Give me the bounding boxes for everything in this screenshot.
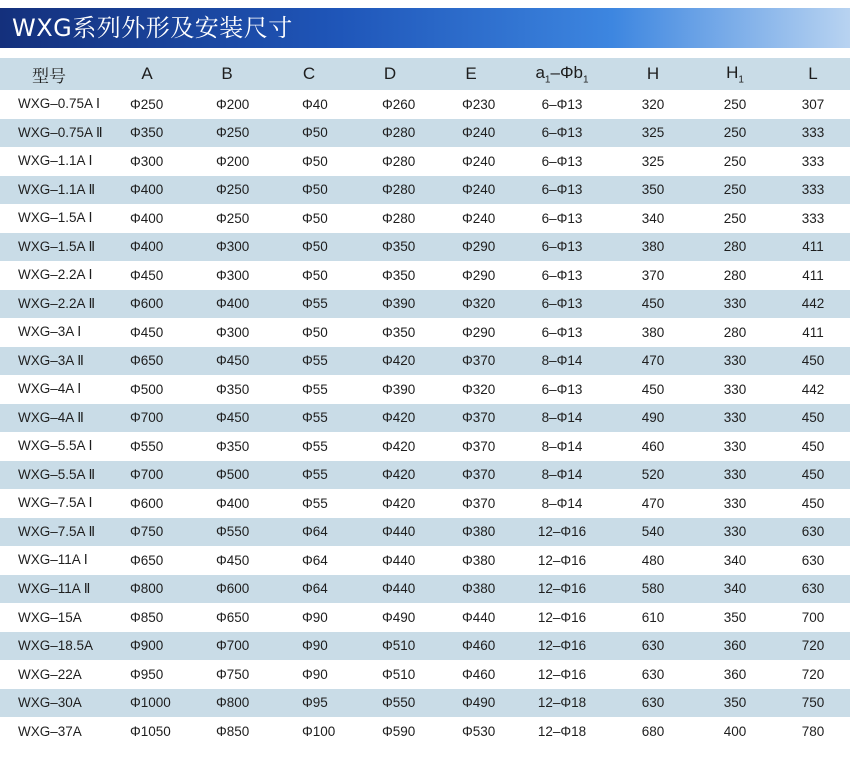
cell-e: Φ370: [462, 410, 496, 426]
cell-b: Φ600: [216, 581, 250, 597]
cell-h: 610: [641, 609, 665, 625]
cell-d: Φ550: [382, 695, 416, 711]
cell-ab: 12–Φ16: [537, 524, 587, 540]
cell-b: Φ450: [216, 410, 250, 426]
cell-a: Φ1000: [130, 695, 171, 711]
cell-b: Φ750: [216, 666, 250, 682]
cell-h1: 250: [723, 210, 747, 226]
table-row: [0, 119, 850, 148]
cell-d: Φ420: [382, 438, 416, 454]
cell-e: Φ290: [462, 324, 496, 340]
cell-l: 442: [801, 381, 825, 397]
cell-h: 450: [641, 381, 665, 397]
cell-c: Φ55: [302, 467, 328, 483]
cell-c: Φ55: [302, 353, 328, 369]
cell-ab: 12–Φ18: [537, 723, 587, 739]
cell-ab: 12–Φ16: [537, 552, 587, 568]
table-row: [0, 632, 850, 661]
cell-ab: 6–Φ13: [541, 381, 583, 397]
cell-c: Φ95: [302, 695, 328, 711]
cell-d: Φ350: [382, 267, 416, 283]
cell-e: Φ370: [462, 495, 496, 511]
cell-ab: 12–Φ16: [537, 609, 587, 625]
cell-b: Φ200: [216, 153, 250, 169]
cell-h: 325: [641, 153, 665, 169]
cell-a: Φ900: [130, 638, 164, 654]
cell-a: Φ700: [130, 410, 164, 426]
cell-h: 470: [641, 353, 665, 369]
cell-d: Φ280: [382, 153, 416, 169]
cell-b: Φ350: [216, 438, 250, 454]
cell-b: Φ350: [216, 381, 250, 397]
cell-b: Φ450: [216, 552, 250, 568]
cell-d: Φ260: [382, 96, 416, 112]
cell-model: WXG–3A Ⅰ: [18, 324, 82, 340]
cell-h: 630: [641, 638, 665, 654]
table-row: [0, 90, 850, 119]
cell-b: Φ300: [216, 239, 250, 255]
cell-e: Φ370: [462, 353, 496, 369]
header-c: C: [302, 64, 316, 83]
cell-l: 307: [801, 96, 825, 112]
cell-d: Φ440: [382, 552, 416, 568]
cell-h: 470: [641, 495, 665, 511]
cell-model: WXG–11A Ⅰ: [18, 552, 88, 568]
cell-c: Φ50: [302, 210, 328, 226]
header-a: A: [141, 64, 153, 83]
cell-l: 333: [801, 125, 825, 141]
cell-e: Φ460: [462, 638, 496, 654]
header-b1-sub: 1: [582, 74, 589, 86]
table-row: [0, 176, 850, 205]
cell-model: WXG–2.2A Ⅰ: [18, 267, 93, 283]
cell-c: Φ55: [302, 495, 328, 511]
cell-a: Φ850: [130, 609, 164, 625]
cell-l: 450: [801, 410, 825, 426]
table-row: [0, 347, 850, 376]
table-row: [0, 204, 850, 233]
header-h: H: [646, 64, 660, 83]
cell-ab: 6–Φ13: [541, 96, 583, 112]
cell-l: 411: [802, 239, 824, 255]
cell-b: Φ450: [216, 353, 250, 369]
cell-h1: 250: [723, 125, 747, 141]
cell-e: Φ290: [462, 267, 496, 283]
cell-model: WXG–1.1A Ⅱ: [18, 181, 96, 197]
cell-d: Φ590: [382, 723, 416, 739]
cell-a: Φ600: [130, 495, 164, 511]
cell-e: Φ240: [462, 125, 496, 141]
cell-model: WXG–5.5A Ⅱ: [18, 466, 96, 482]
cell-ab: 12–Φ18: [537, 695, 587, 711]
header-b-main: –Φb: [550, 62, 583, 82]
cell-h1: 350: [723, 609, 747, 625]
cell-h: 460: [641, 438, 665, 454]
cell-h1: 330: [723, 296, 747, 312]
cell-h: 370: [641, 267, 665, 283]
cell-model: WXG–4A Ⅰ: [18, 381, 82, 397]
cell-c: Φ50: [302, 182, 328, 198]
cell-a: Φ300: [130, 153, 164, 169]
cell-b: Φ250: [216, 125, 250, 141]
cell-a: Φ950: [130, 666, 164, 682]
cell-e: Φ240: [462, 210, 496, 226]
cell-a: Φ450: [130, 267, 164, 283]
cell-l: 333: [801, 182, 825, 198]
header-a1-b1: [512, 58, 612, 90]
cell-l: 442: [801, 296, 825, 312]
table-row: [0, 518, 850, 547]
cell-ab: 8–Φ14: [541, 495, 583, 511]
cell-c: Φ55: [302, 410, 328, 426]
cell-d: Φ280: [382, 210, 416, 226]
cell-b: Φ550: [216, 524, 250, 540]
cell-d: Φ510: [382, 666, 416, 682]
cell-e: Φ240: [462, 153, 496, 169]
cell-h1: 330: [723, 353, 747, 369]
cell-h1: 350: [723, 695, 747, 711]
table-row: [0, 660, 850, 689]
cell-c: Φ50: [302, 125, 328, 141]
cell-b: Φ200: [216, 96, 250, 112]
cell-e: Φ440: [462, 609, 496, 625]
header-e: E: [465, 64, 477, 83]
title-banner: [0, 8, 850, 48]
cell-e: Φ240: [462, 182, 496, 198]
cell-model: WXG–11A Ⅱ: [18, 580, 91, 596]
cell-h1: 340: [723, 552, 747, 568]
cell-d: Φ420: [382, 410, 416, 426]
cell-h: 580: [641, 581, 665, 597]
cell-ab: 8–Φ14: [541, 353, 583, 369]
cell-c: Φ64: [302, 552, 328, 568]
cell-e: Φ320: [462, 296, 496, 312]
cell-e: Φ370: [462, 438, 496, 454]
cell-h: 350: [641, 182, 665, 198]
cell-ab: 6–Φ13: [541, 182, 583, 198]
cell-model: WXG–1.1A Ⅰ: [18, 153, 93, 169]
cell-h1: 360: [723, 666, 747, 682]
cell-l: 450: [801, 353, 825, 369]
cell-c: Φ55: [302, 296, 328, 312]
cell-b: Φ650: [216, 609, 250, 625]
cell-b: Φ300: [216, 324, 250, 340]
cell-h: 380: [641, 324, 665, 340]
cell-d: Φ490: [382, 609, 416, 625]
cell-h1: 250: [723, 182, 747, 198]
table-row: [0, 689, 850, 718]
cell-h1: 340: [723, 581, 747, 597]
cell-model: WXG–7.5A Ⅰ: [18, 495, 93, 511]
table-row: [0, 147, 850, 176]
cell-h1: 360: [723, 638, 747, 654]
cell-h: 490: [641, 410, 665, 426]
cell-l: 630: [801, 581, 825, 597]
cell-model: WXG–1.5A Ⅰ: [18, 210, 93, 226]
cell-a: Φ650: [130, 353, 164, 369]
cell-b: Φ800: [216, 695, 250, 711]
cell-h1: 250: [723, 96, 747, 112]
cell-d: Φ280: [382, 125, 416, 141]
cell-c: Φ90: [302, 666, 328, 682]
cell-l: 630: [801, 552, 825, 568]
cell-e: Φ460: [462, 666, 496, 682]
cell-e: Φ320: [462, 381, 496, 397]
cell-h1: 280: [723, 267, 747, 283]
dimension-table: [0, 58, 850, 746]
table-body: [0, 90, 850, 746]
page-title: WXG系列外形及安装尺寸: [12, 14, 293, 42]
cell-c: Φ50: [302, 153, 328, 169]
cell-e: Φ230: [462, 96, 496, 112]
cell-ab: 8–Φ14: [541, 438, 583, 454]
cell-c: Φ50: [302, 324, 328, 340]
cell-h: 325: [641, 125, 665, 141]
cell-l: 630: [801, 524, 825, 540]
cell-l: 720: [801, 666, 825, 682]
cell-d: Φ420: [382, 495, 416, 511]
table-row: [0, 432, 850, 461]
cell-d: Φ440: [382, 524, 416, 540]
cell-a: Φ500: [130, 381, 164, 397]
cell-d: Φ440: [382, 581, 416, 597]
cell-h1: 330: [723, 438, 747, 454]
cell-h: 380: [641, 239, 665, 255]
table-row: [0, 603, 850, 632]
header-d: D: [383, 64, 397, 83]
cell-l: 333: [801, 153, 825, 169]
table-row: [0, 261, 850, 290]
cell-h1: 330: [723, 524, 747, 540]
cell-d: Φ420: [382, 467, 416, 483]
cell-h1: 330: [723, 381, 747, 397]
header-l: L: [808, 64, 818, 83]
header-model: 型号: [32, 66, 66, 86]
table-row: [0, 546, 850, 575]
cell-ab: 12–Φ16: [537, 666, 587, 682]
header-h1-main: H: [726, 62, 739, 82]
cell-a: Φ400: [130, 182, 164, 198]
cell-b: Φ850: [216, 723, 250, 739]
cell-c: Φ50: [302, 267, 328, 283]
cell-a: Φ750: [130, 524, 164, 540]
cell-d: Φ280: [382, 182, 416, 198]
cell-a: Φ1050: [130, 723, 171, 739]
table-row: [0, 233, 850, 262]
cell-model: WXG–7.5A Ⅱ: [18, 523, 96, 539]
cell-h: 480: [641, 552, 665, 568]
cell-h1: 330: [723, 495, 747, 511]
cell-e: Φ380: [462, 581, 496, 597]
table-row: [0, 318, 850, 347]
cell-model: WXG–22A: [18, 666, 82, 682]
cell-ab: 6–Φ13: [541, 296, 583, 312]
cell-ab: 12–Φ16: [537, 581, 587, 597]
cell-l: 333: [801, 210, 825, 226]
cell-d: Φ510: [382, 638, 416, 654]
cell-a: Φ600: [130, 296, 164, 312]
cell-d: Φ390: [382, 381, 416, 397]
header-h1: [694, 58, 776, 90]
cell-l: 720: [801, 638, 825, 654]
cell-ab: 6–Φ13: [541, 267, 583, 283]
cell-e: Φ530: [462, 723, 496, 739]
cell-l: 450: [801, 495, 825, 511]
cell-c: Φ100: [302, 723, 336, 739]
cell-h: 340: [641, 210, 665, 226]
cell-l: 450: [801, 438, 825, 454]
cell-ab: 12–Φ16: [537, 638, 587, 654]
cell-a: Φ400: [130, 239, 164, 255]
cell-h1: 400: [723, 723, 747, 739]
cell-h: 450: [641, 296, 665, 312]
cell-ab: 6–Φ13: [541, 239, 583, 255]
cell-h: 630: [641, 695, 665, 711]
table-row: [0, 404, 850, 433]
cell-l: 750: [801, 695, 825, 711]
cell-l: 700: [801, 609, 825, 625]
cell-model: WXG–2.2A Ⅱ: [18, 295, 96, 311]
cell-e: Φ290: [462, 239, 496, 255]
cell-l: 411: [802, 324, 824, 340]
cell-h1: 280: [723, 239, 747, 255]
cell-ab: 6–Φ13: [541, 210, 583, 226]
header-b: B: [221, 64, 233, 83]
cell-b: Φ300: [216, 267, 250, 283]
cell-h1: 250: [723, 153, 747, 169]
table-header-row: [0, 58, 850, 90]
table-row: [0, 717, 850, 746]
cell-model: WXG–37A: [18, 723, 82, 739]
cell-d: Φ420: [382, 353, 416, 369]
cell-c: Φ90: [302, 638, 328, 654]
cell-model: WXG–0.75A Ⅰ: [18, 96, 101, 112]
cell-h1: 330: [723, 467, 747, 483]
cell-c: Φ64: [302, 524, 328, 540]
cell-b: Φ400: [216, 296, 250, 312]
cell-model: WXG–15A: [18, 609, 82, 625]
table-row: [0, 575, 850, 604]
cell-model: WXG–18.5A: [18, 638, 94, 654]
cell-a: Φ700: [130, 467, 164, 483]
cell-model: WXG–30A: [18, 695, 82, 711]
cell-model: WXG–3A Ⅱ: [18, 352, 84, 368]
cell-h: 680: [641, 723, 665, 739]
cell-model: WXG–4A Ⅱ: [18, 409, 84, 425]
cell-l: 411: [802, 267, 824, 283]
cell-e: Φ370: [462, 467, 496, 483]
header-a1-sub: 1: [544, 74, 551, 86]
cell-h1: 330: [723, 410, 747, 426]
cell-a: Φ450: [130, 324, 164, 340]
cell-d: Φ390: [382, 296, 416, 312]
table-row: [0, 489, 850, 518]
cell-l: 780: [801, 723, 825, 739]
cell-c: Φ55: [302, 381, 328, 397]
cell-a: Φ350: [130, 125, 164, 141]
header-h1-sub: 1: [738, 74, 744, 86]
table-row: [0, 461, 850, 490]
cell-b: Φ400: [216, 495, 250, 511]
cell-model: WXG–1.5A Ⅱ: [18, 238, 96, 254]
cell-c: Φ40: [302, 96, 328, 112]
cell-c: Φ64: [302, 581, 328, 597]
cell-h: 630: [641, 666, 665, 682]
cell-a: Φ550: [130, 438, 164, 454]
cell-c: Φ55: [302, 438, 328, 454]
cell-b: Φ250: [216, 182, 250, 198]
header-a1-main: a: [535, 62, 545, 82]
cell-l: 450: [801, 467, 825, 483]
cell-ab: 8–Φ14: [541, 410, 583, 426]
cell-ab: 6–Φ13: [541, 125, 583, 141]
cell-h: 540: [641, 524, 665, 540]
cell-b: Φ500: [216, 467, 250, 483]
cell-model: WXG–0.75A Ⅱ: [18, 124, 103, 140]
cell-ab: 6–Φ13: [541, 153, 583, 169]
cell-d: Φ350: [382, 239, 416, 255]
cell-b: Φ700: [216, 638, 250, 654]
table-row: [0, 375, 850, 404]
cell-h1: 280: [723, 324, 747, 340]
cell-a: Φ400: [130, 210, 164, 226]
cell-ab: 8–Φ14: [541, 467, 583, 483]
cell-ab: 6–Φ13: [541, 324, 583, 340]
cell-a: Φ650: [130, 552, 164, 568]
cell-c: Φ50: [302, 239, 328, 255]
cell-a: Φ250: [130, 96, 164, 112]
cell-h: 320: [641, 96, 665, 112]
table-row: [0, 290, 850, 319]
cell-e: Φ380: [462, 552, 496, 568]
cell-model: WXG–5.5A Ⅰ: [18, 438, 93, 454]
cell-e: Φ490: [462, 695, 496, 711]
cell-c: Φ90: [302, 609, 328, 625]
cell-d: Φ350: [382, 324, 416, 340]
cell-a: Φ800: [130, 581, 164, 597]
cell-b: Φ250: [216, 210, 250, 226]
cell-h: 520: [641, 467, 665, 483]
cell-e: Φ380: [462, 524, 496, 540]
